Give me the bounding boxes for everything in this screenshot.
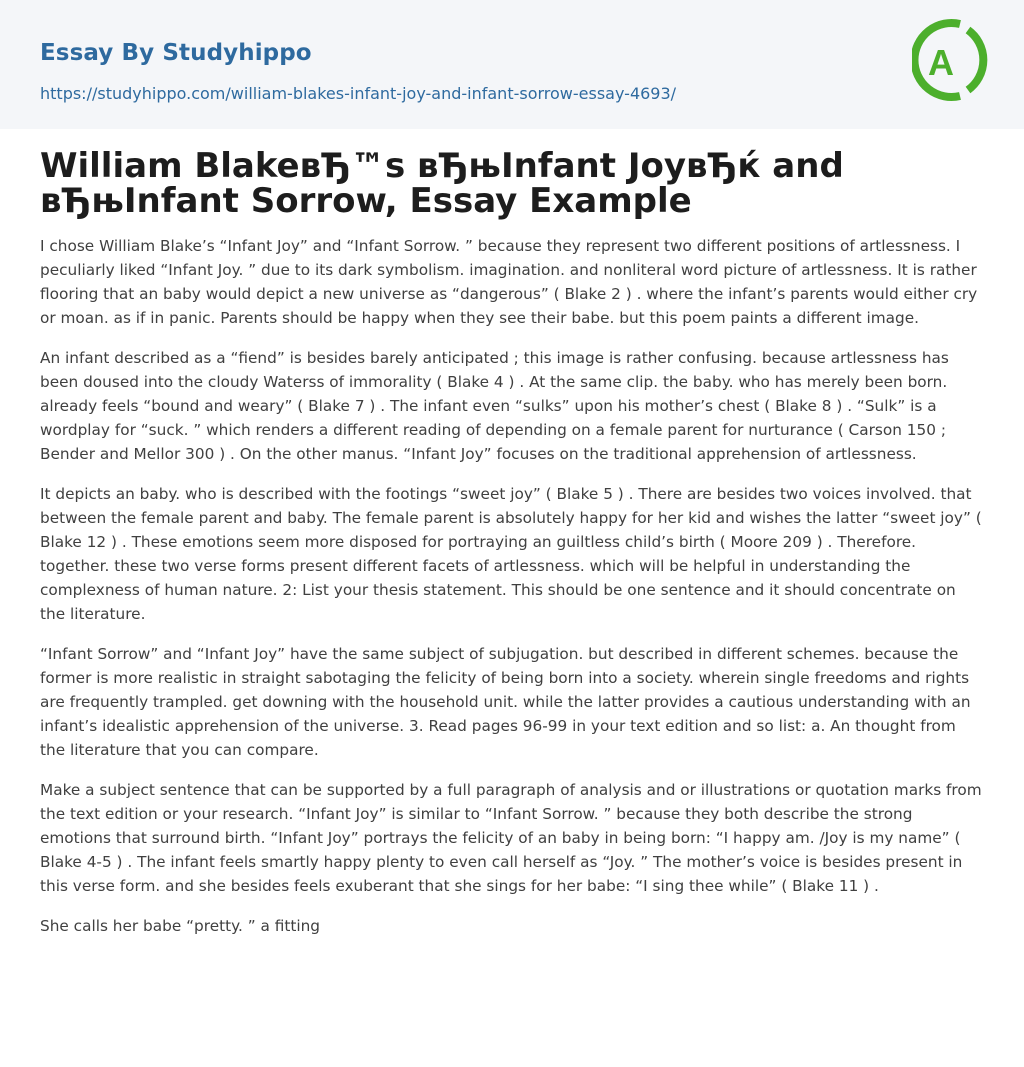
essay-paragraph: I chose William Blake’s “Infant Joy” and “Infant Sorrow. ” because they represent two different positions of artlessness. I peculiarly liked “Infant Joy. ” due to its dark symbolism. imagination. and nonliteral word picture of artlessness. It is rather flooring that an baby would depict a new universe as “dangerous” ( Blake 2 ) . where the infant’s parents would either cry or moan. as if in panic. Parents should be happy when they see their babe. but this poem paints a different image. — [40, 237, 978, 327]
source-url-link[interactable]: https://studyhippo.com/william-blakes-infant-joy-and-infant-sorrow-essay-4693/ — [40, 84, 677, 103]
essay-paragraph: An infant described as a “fiend” is besides barely anticipated ; this image is rather confusing. because artlessness has been doused into the cloudy Waterss of immorality ( Blake 4 ) . At the same clip. the baby. who has merely been born. already feels “bound and weary” ( Blake 7 ) . The infant even “sulks” upon his mother’s chest ( Blake 8 ) . “Sulk” is a wordplay for “suck. ” which renders a different reading of depending on a female parent for nurturance ( Carson 150 ; Bender and Mellor 300 ) . On the other manus. “Infant Joy” focuses on the traditional apprehension of artlessness. — [40, 349, 949, 463]
essay-paragraph: “Infant Sorrow” and “Infant Joy” have the same subject of subjugation. but described in different schemes. because the former is more realistic in straight sabotaging the felicity of being born into a society. wherein single freedoms and rights are frequently trampled. get downing with the household unit. while the latter provides a cautious understanding with an infant’s idealistic apprehension of the universe. 3. Read pages 96-99 in your text edition and so list: a. An thought from the literature that you can compare. — [40, 645, 971, 759]
essay-paragraph: She calls her babe “pretty. ” a fitting — [40, 917, 321, 935]
essay-body — [40, 234, 984, 954]
site-header — [0, 0, 1024, 129]
essay-paragraph: Make a subject sentence that can be supported by a full paragraph of analysis and or illustrations or quotation marks from the text edition or your research. “Infant Joy” is similar to “Infant Sorrow. ” because they both describe the strong emotions that surround birth. “Infant Joy” portrays the felicity of an baby in being born: “I happy am. /Joy is my name” ( Blake 4-5 ) . The infant feels smartly happy plenty to even call herself as “Joy. ” The mother’s voice is besides present in this verse form. and she besides feels exuberant that she sings for her babe: “I sing thee while” ( Blake 11 ) . — [40, 781, 982, 895]
studyhippo-logo-icon[interactable] — [912, 18, 988, 106]
site-brand: Essay By Studyhippo — [40, 40, 312, 66]
essay-paragraph: It depicts an baby. who is described with the footings “sweet joy” ( Blake 5 ) . There are besides two voices involved. that between the female parent and baby. The female parent is absolutely happy for her kid and wishes the latter “sweet joy” ( Blake 12 ) . These emotions seem more disposed for portraying an guiltless child’s birth ( Moore 209 ) . Therefore. together. these two verse forms present different facets of artlessness. which will be helpful in understanding the complexness of human nature. 2: List your thesis statement. This should be one sentence and it should concentrate on the literature. — [40, 485, 982, 623]
essay-title: William BlakeвЂ™s вЂњInfant JoyвЂќ and вЂњInfant Sorrow, Essay Example — [40, 146, 844, 221]
logo-letter: A — [928, 42, 954, 83]
